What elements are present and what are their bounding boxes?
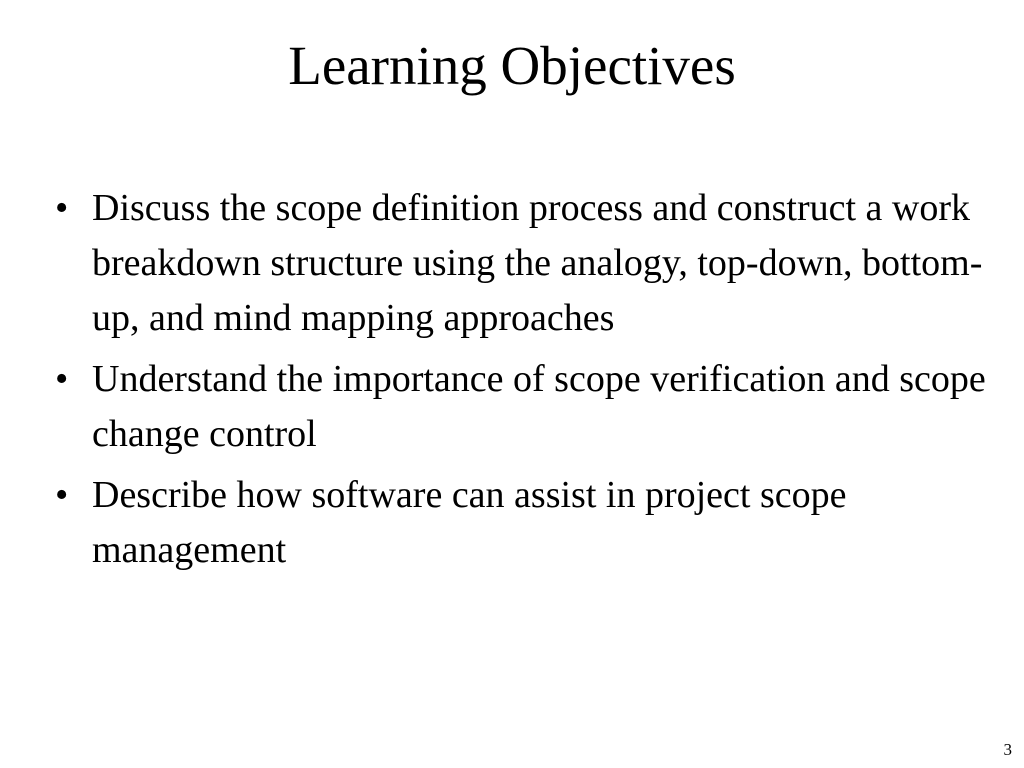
bullet-text: Describe how software can assist in project scope management	[92, 474, 847, 571]
page-number: 3	[1003, 740, 1012, 759]
list-item	[55, 468, 995, 578]
bullet-list	[55, 181, 995, 584]
bullet-icon: •	[55, 187, 69, 229]
bullet-text: Discuss the scope definition process and construct a work breakdown structure using the analogy, top-down, bottom-up, and mind mapping approaches	[92, 187, 983, 339]
bullet-icon: •	[55, 358, 69, 400]
list-item	[55, 352, 995, 462]
list-item	[55, 181, 995, 346]
bullet-icon: •	[55, 474, 69, 516]
bullet-text: Understand the importance of scope verification and scope change control	[92, 358, 986, 455]
slide-title: Learning Objectives	[288, 35, 736, 96]
